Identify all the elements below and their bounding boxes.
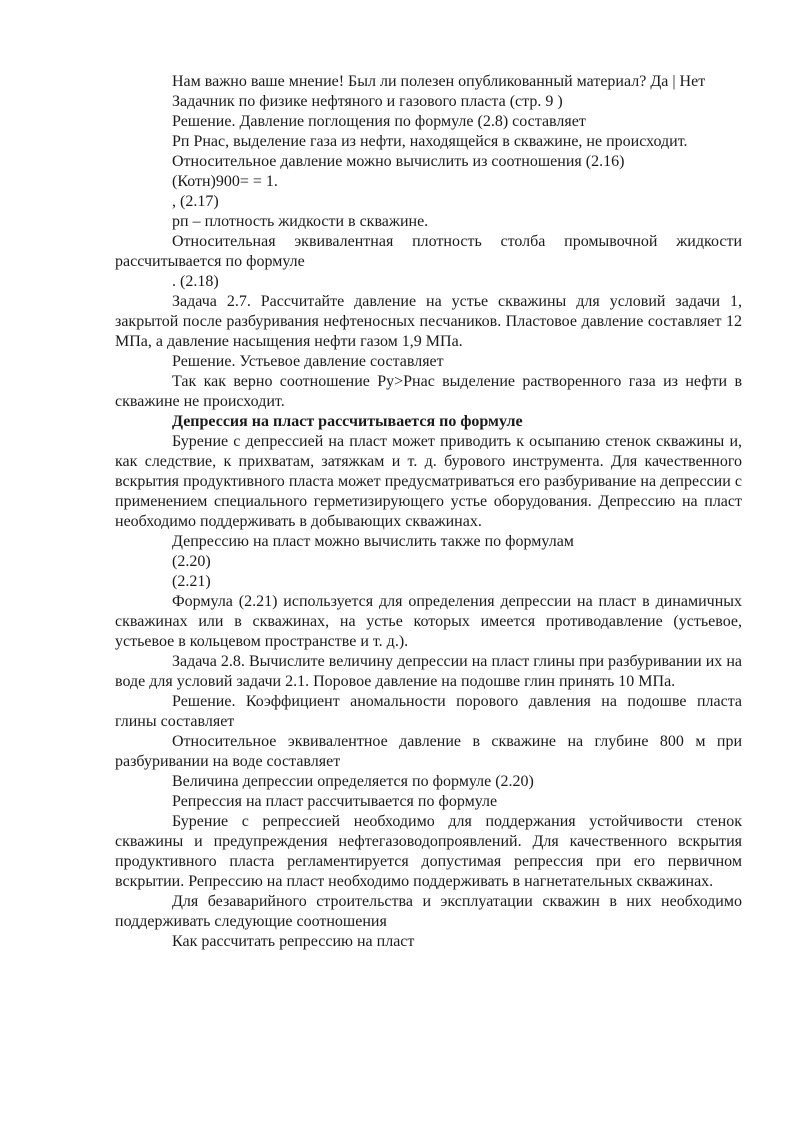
paragraph: Формула (2.21) используется для определения депрессии на пласт в динамичных скважинах или в скважинах, на устье которых имеется противодавление (устьевое, устьевое в кольцевом пространстве и т. д.). — [115, 593, 742, 650]
paragraph: рп – плотность жидкости в скважине. — [172, 213, 429, 230]
paragraph: Как рассчитать репрессию на пласт — [172, 933, 415, 950]
paragraph: (2.21) — [172, 573, 211, 590]
paragraph: Задача 2.8. Вычислите величину депрессии на пласт глины при разбуривании их на воде для условий задачи 2.1. Поровое давление на подошве глин принять 10 МПа. — [115, 653, 742, 690]
paragraph: Бурение с репрессией необходимо для поддержания устойчивости стенок скважины и предупреждения нефтегазоводопроявлений. Для качественного вскрытия продуктивного пласта регламентируется допустимая репрессия при его первичном вскрытии. Репрессию на пласт необходимо поддерживать в нагнетательных скважинах. — [115, 813, 742, 890]
paragraph: Репрессия на пласт рассчитывается по формуле — [172, 793, 498, 810]
paragraph: , (2.17) — [172, 193, 219, 210]
document-page — [115, 72, 742, 952]
paragraph: (Котн)900= = 1. — [172, 173, 278, 190]
paragraph: Решение. Устьевое давление составляет — [172, 353, 444, 370]
paragraph: Депрессию на пласт можно вычислить также по формулам — [172, 533, 574, 550]
paragraph: Задачник по физике нефтяного и газового пласта (стр. 9 ) — [172, 93, 563, 110]
paragraph: Задача 2.7. Рассчитайте давление на устье скважины для условий задачи 1, закрытой после разбуривания нефтеносных песчаников. Пластовое давление составляет 12 МПа, а давление насыщения нефти газом 1,9 МПа. — [115, 293, 742, 350]
paragraph: Относительное эквивалентное давление в скважине на глубине 800 м при разбуривании на воде составляет — [115, 733, 742, 770]
paragraph: Так как верно соотношение Ру>Рнас выделение растворенного газа из нефти в скважине не происходит. — [115, 373, 742, 410]
paragraph: Бурение с депрессией на пласт может приводить к осыпанию стенок скважины и, как следствие, к прихватам, затяжкам и т. д. бурового инструмента. Для качественного вскрытия продуктивного пласта может предусматриваться его разбуривание на депрессии с применением специального герметизирующего устье оборудования. Депрессию на пласт необходимо поддерживать в добывающих скважинах. — [115, 433, 742, 530]
section-heading: Депрессия на пласт рассчитывается по формуле — [172, 413, 523, 430]
paragraph: (2.20) — [172, 553, 211, 570]
paragraph: Относительное давление можно вычислить из соотношения (2.16) — [172, 153, 625, 170]
paragraph: . (2.18) — [172, 273, 219, 290]
paragraph: Величина депрессии определяется по формуле (2.20) — [172, 773, 534, 790]
paragraph: Решение. Коэффициент аномальности порового давления на подошве пласта глины составляет — [115, 693, 742, 730]
paragraph: Для безаварийного строительства и эксплуатации скважин в них необходимо поддерживать следующие соотношения — [115, 893, 742, 930]
paragraph: Решение. Давление поглощения по формуле (2.8) составляет — [172, 113, 586, 130]
paragraph: Относительная эквивалентная плотность столба промывочной жидкости рассчитывается по формуле — [115, 233, 742, 270]
paragraph: Нам важно ваше мнение! Был ли полезен опубликованный материал? Да | Нет — [172, 73, 706, 90]
paragraph: Рп Рнас, выделение газа из нефти, находящейся в скважине, не происходит. — [172, 133, 688, 150]
